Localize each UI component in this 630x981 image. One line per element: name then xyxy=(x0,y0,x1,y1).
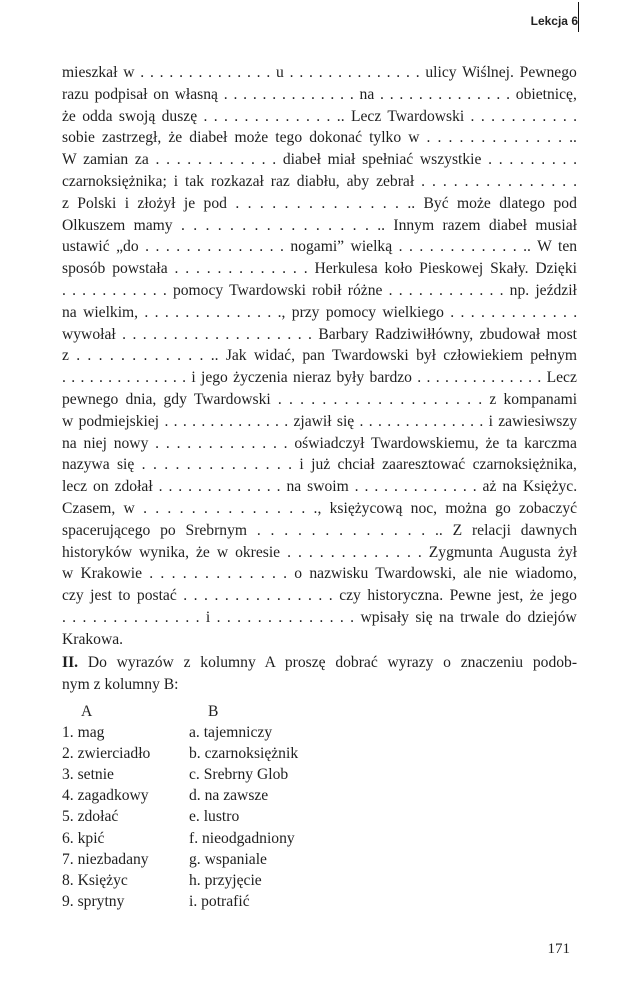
text-line-content: . . . . . . . . . . . pomocy Twardowski robił różne . . . . . . . . . . . . np. jeździł xyxy=(62,281,577,299)
text-line-content: w Krakowie . . . . . . . . . . . . . o nazwisku Twardowski, ale nie wiadomo, xyxy=(62,565,577,583)
text-line xyxy=(62,193,577,215)
exercise2-instruction-line-1 xyxy=(62,652,577,674)
text-line-content: W zamian za . . . . . . . . . . . . diabeł miał spełniać wszystkie . . . . . . . . . xyxy=(62,151,577,169)
text-line xyxy=(62,607,577,629)
text-line-content: sobie zastrzegł, że diabeł może tego dokonać tylko w . . . . . . . . . . . . . .. xyxy=(62,129,577,147)
text-line xyxy=(62,498,577,520)
text-line-content: sposób powstała . . . . . . . . . . . . . Herkulesa koło Pieskowej Skały. Dzięki xyxy=(62,260,577,278)
text-line-content: ustawić „do . . . . . . . . . . . . . . nogami” wielką . . . . . . . . . . . . .. W ten xyxy=(62,238,578,256)
exercise2-instruction xyxy=(62,652,577,696)
text-line-content: czy jest to postać . . . . . . . . . . . . . . . czy historyczna. Pewne jest, że jego xyxy=(62,587,577,605)
column-a-item: 8. Księżyc xyxy=(62,871,128,889)
text-line xyxy=(62,433,577,455)
text-line-content: z Polski i złożył je pod . . . . . . . . . . . . . . .. Być może dlatego pod xyxy=(62,194,577,212)
column-a-item: 6. kpić xyxy=(62,829,105,847)
text-line-content: lecz on zdołał . . . . . . . . . . . . . na swoim . . . . . . . . . . . . . aż na Księżyc. xyxy=(62,478,578,496)
text-line-content: Olkuszem mamy . . . . . . . . . . . . . . . . .. Innym razem diabeł musiał xyxy=(62,216,577,234)
text-line-content: Krakowa. xyxy=(62,630,124,648)
column-b-item: h. przyjęcie xyxy=(189,871,262,889)
matching-row xyxy=(62,785,428,806)
column-b-item: g. wspaniale xyxy=(189,850,267,868)
text-line-content: pewnego dnia, gdy Twardowski . . . . . . . . . . . . . . . . . . . z kompanami xyxy=(62,390,578,408)
text-line-content: na niej nowy . . . . . . . . . . . . . oświadczył Twardowskiemu, że ta karczma xyxy=(62,434,577,452)
text-line xyxy=(62,585,577,607)
text-line-content: historyków wynika, że w okresie . . . . . . . . . . . . . Zygmunta Augusta żył xyxy=(62,543,578,561)
text-line-content: razu podpisał on własną . . . . . . . . . . . . . . na . . . . . . . . . . . . . . obietnicę, xyxy=(62,85,577,103)
column-b-item: e. lustro xyxy=(189,808,240,826)
text-line-content: w podmiejskiej . . . . . . . . . . . . . . zjawił się . . . . . . . . . . . . . . i zawiesiwszy xyxy=(62,412,578,430)
text-line-content: mieszkał w . . . . . . . . . . . . . . u . . . . . . . . . . . . . . ulicy Wiślnej. Pewnego xyxy=(62,64,577,81)
matching-table xyxy=(62,701,428,912)
text-line-content: z . . . . . . . . . . . . .. Jak widać, pan Twardowski był człowiekiem pełnym xyxy=(62,347,578,365)
text-line-content: Czasem, w . . . . . . . . . . . . . . ., księżycową noc, można go zobaczyć xyxy=(62,499,578,517)
column-a-header: A xyxy=(81,703,93,720)
matching-row xyxy=(62,743,428,764)
column-a-item: 1. mag xyxy=(62,724,105,742)
text-line-content: czarnoksiężnika; i tak rozkazał raz diabłu, aby zebrał . . . . . . . . . . . . . . . xyxy=(62,172,578,190)
text-line xyxy=(62,302,577,324)
matching-row xyxy=(62,806,428,827)
column-a-item: 9. sprytny xyxy=(62,892,125,910)
exercise2-number: II. xyxy=(62,654,79,671)
column-b-header: B xyxy=(208,703,219,720)
text-line xyxy=(62,236,577,258)
text-line xyxy=(62,542,577,564)
matching-row xyxy=(62,849,428,870)
text-line xyxy=(62,389,577,411)
text-line xyxy=(62,629,577,651)
column-b-item: a. tajemniczy xyxy=(189,724,273,742)
text-line xyxy=(62,345,577,367)
column-b-item: b. czarnoksiężnik xyxy=(189,745,299,763)
text-line-content: spacerującego po Srebrnym . . . . . . . . . . . . . .. Z relacji dawnych xyxy=(62,521,578,539)
column-b-item: i. potrafić xyxy=(189,892,250,910)
text-line xyxy=(62,476,577,498)
text-line-content: na wielkim, . . . . . . . . . . . . . ., przy pomocy wielkiego . . . . . . . . . . . . . xyxy=(62,303,578,321)
text-line xyxy=(62,84,577,106)
text-line xyxy=(62,280,577,302)
column-b-item: d. na zawsze xyxy=(189,787,269,805)
column-a-item: 7. niezbadany xyxy=(62,850,149,868)
text-line-content: że odda swoją duszę . . . . . . . . . . . . . .. Lecz Twardowski . . . . . . . . . . . xyxy=(62,107,578,125)
text-line xyxy=(62,62,577,84)
exercise2-instruction-text-2: nym z kolumny B: xyxy=(62,675,179,693)
header-rule xyxy=(578,2,579,32)
text-line-content: . . . . . . . . . . . . . . i jego życzenia nieraz były bardzo . . . . . . . . . . . . . . Lecz xyxy=(62,369,577,387)
column-a-item: 4. zagadkowy xyxy=(62,787,149,805)
matching-row xyxy=(62,891,428,912)
text-line xyxy=(62,411,577,433)
text-line xyxy=(62,367,577,389)
text-line xyxy=(62,171,577,193)
column-a-item: 2. zwierciadło xyxy=(62,745,151,763)
text-line-content: . . . . . . . . . . . . . . i . . . . . . . . . . . . . . wpisały się na trwale do dziejów xyxy=(62,608,577,626)
text-line xyxy=(62,520,577,542)
exercise1-text xyxy=(62,62,577,651)
text-line xyxy=(62,127,577,149)
column-b-item: f. nieodgadniony xyxy=(189,829,295,847)
exercise2-instruction-text-1: Do wyrazów z kolumny A proszę dobrać wyrazy o znaczeniu podob- xyxy=(87,654,578,671)
matching-table-header xyxy=(62,701,428,722)
text-line-content: nazywa się . . . . . . . . . . . . . . i już chciał zaaresztować czarnoksiężnika, xyxy=(62,456,577,474)
lesson-header: Lekcja 6 xyxy=(530,14,578,28)
text-line-content: wywołał . . . . . . . . . . . . . . . . . . . Barbary Radziwiłłówny, zbudował most xyxy=(62,325,577,343)
exercise2-instruction-line-2 xyxy=(62,674,577,696)
text-line xyxy=(62,215,577,237)
text-line xyxy=(62,454,577,476)
text-line xyxy=(62,149,577,171)
text-line xyxy=(62,563,577,585)
matching-row xyxy=(62,764,428,785)
text-line xyxy=(62,258,577,280)
text-line xyxy=(62,106,577,128)
matching-row xyxy=(62,828,428,849)
page-number: 171 xyxy=(547,941,570,957)
column-b-item: c. Srebrny Glob xyxy=(189,766,289,784)
column-a-item: 3. setnie xyxy=(62,766,114,784)
column-a-item: 5. zdołać xyxy=(62,808,119,826)
matching-row xyxy=(62,870,428,891)
text-line xyxy=(62,324,577,346)
matching-row xyxy=(62,722,428,743)
